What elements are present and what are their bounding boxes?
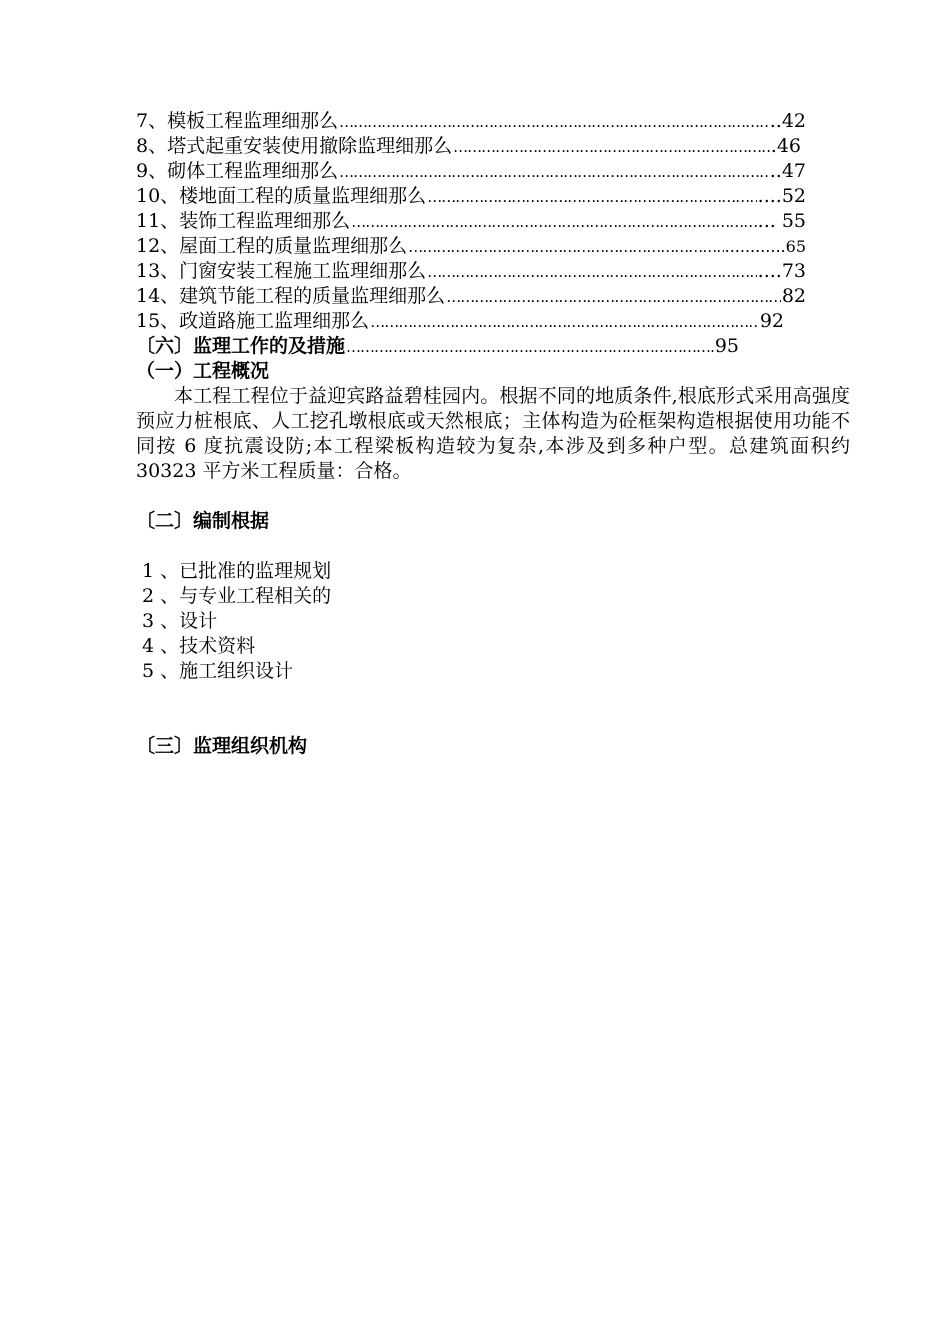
toc-leader	[427, 185, 756, 210]
toc-entry	[136, 209, 806, 234]
toc-leader	[453, 135, 770, 160]
toc-leader	[408, 235, 723, 260]
toc-entry-page: 82	[781, 285, 806, 307]
toc-leader	[351, 210, 756, 235]
overview-paragraph: 本工程工程位于益迎宾路益碧桂园内。根据不同的地质条件,根底形式采用高强度预应力桩根底、人工挖孔墩根底或天然根底；主体构造为砼框架构造根据使用功能不同按 6 度抗震设防;本工程梁板构造较为复杂,本涉及到多种户型。总建筑面积约 30323 平方米工程质量：合格。	[136, 385, 850, 482]
toc-entry-title: 8、塔式起重安装使用撤除监理细那么	[136, 135, 453, 157]
toc-entry	[136, 309, 784, 334]
basis-list-item: 1 、已批准的监理规划	[142, 560, 332, 582]
toc-leader	[370, 310, 759, 335]
toc-entry	[136, 184, 806, 209]
toc-entry	[136, 109, 806, 134]
toc-entry-page: ............65	[724, 237, 806, 256]
basis-list-item: 4 、技术资料	[142, 635, 256, 657]
toc-leader	[339, 160, 769, 185]
toc-entry-title: 11、装饰工程监理细那么	[136, 210, 351, 232]
basis-list-item: 5 、施工组织设计	[142, 660, 294, 682]
section-heading-organization: 〔三〕监理组织机构	[136, 735, 308, 757]
toc-entry-page: ....52	[757, 185, 806, 207]
toc-entry-page: ....73	[757, 260, 806, 282]
toc-entry-page: ..42	[769, 110, 806, 132]
toc-entry	[136, 134, 801, 159]
toc-entry-title: 9、砌体工程监理细那么	[136, 160, 339, 182]
section-heading-overview: （一）工程概况	[136, 360, 270, 382]
toc-leader	[446, 285, 781, 310]
toc-leader	[346, 335, 714, 360]
toc-entry-page: 92	[759, 310, 784, 332]
toc-leader	[427, 260, 756, 285]
toc-entry-title: 7、模板工程监理细那么	[136, 110, 339, 132]
section-heading-basis: 〔二〕编制根据	[136, 510, 270, 532]
toc-entry	[136, 259, 806, 284]
toc-entry	[136, 284, 806, 309]
toc-leader	[339, 110, 769, 135]
toc-entry-title: 〔六〕监理工作的及措施	[136, 335, 346, 357]
toc-entry	[136, 234, 806, 259]
toc-entry-page: .46	[770, 135, 801, 157]
toc-entry-title: 12、屋面工程的质量监理细那么	[136, 235, 408, 257]
basis-list-item: 2 、与专业工程相关的	[142, 585, 332, 607]
toc-entry-section	[136, 334, 739, 359]
toc-entry-page: 95	[714, 335, 739, 357]
toc-entry-page: ... 55	[757, 210, 806, 232]
basis-list-item: 3 、设计	[142, 610, 218, 632]
toc-entry-title: 14、建筑节能工程的质量监理细那么	[136, 285, 446, 307]
toc-entry-title: 10、楼地面工程的质量监理细那么	[136, 185, 427, 207]
toc-entry-title: 15、政道路施工监理细那么	[136, 310, 370, 332]
toc-entry-title: 13、门窗安装工程施工监理细那么	[136, 260, 427, 282]
toc-entry-page: ..47	[769, 160, 806, 182]
toc-entry	[136, 159, 806, 184]
